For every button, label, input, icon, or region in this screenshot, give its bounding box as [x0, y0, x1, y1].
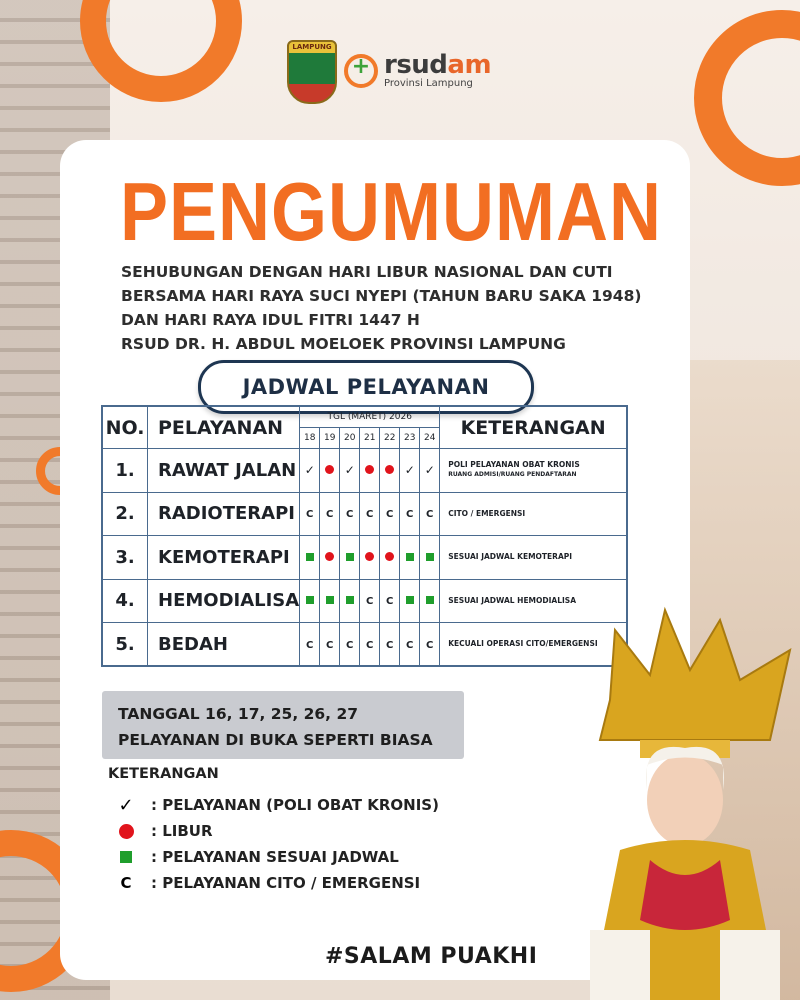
header-day: 23 [400, 428, 420, 449]
check-icon: ✓ [424, 463, 435, 478]
hashtag: #SALAM PUAKHI [325, 944, 538, 969]
green-square-icon [306, 596, 314, 604]
row-note [440, 536, 627, 580]
header-day: 21 [360, 428, 380, 449]
day-status-cell [320, 449, 340, 493]
header-day: 22 [380, 428, 400, 449]
day-status-cell [300, 536, 320, 580]
header-no: NO. [102, 406, 148, 449]
day-status-cell [320, 623, 340, 667]
cito-c-icon: C [386, 639, 394, 651]
check-icon: ✓ [304, 463, 315, 478]
cito-c-icon: C [426, 509, 434, 521]
day-status-cell [400, 449, 420, 493]
green-square-icon [346, 596, 354, 604]
row-number: 5. [102, 623, 148, 667]
header-note: KETERANGAN [440, 406, 627, 449]
row-number: 3. [102, 536, 148, 580]
legend-text: : PELAYANAN (POLI OBAT KRONIS) [151, 796, 439, 814]
day-status-cell [320, 536, 340, 580]
cito-c-icon: C [306, 639, 314, 651]
red-dot-icon [385, 465, 394, 474]
lampung-province-logo [287, 40, 337, 104]
day-status-cell [420, 449, 440, 493]
green-square-icon [120, 851, 132, 863]
legend-text: : LIBUR [151, 822, 213, 840]
cito-c-icon: C [386, 596, 394, 608]
legend-text: : PELAYANAN CITO / EMERGENSI [151, 874, 421, 892]
open-days-dates: TANGGAL 16, 17, 25, 26, 27 [118, 705, 359, 723]
day-status-cell [300, 449, 320, 493]
green-square-icon [406, 553, 414, 561]
row-service: RAWAT JALAN [148, 449, 300, 493]
cito-c-icon: C [366, 639, 374, 651]
legend-item [101, 792, 439, 818]
cito-c-icon: C [406, 509, 414, 521]
table-row [102, 536, 627, 580]
legend-item [101, 870, 439, 896]
rsud-name: rsudam [384, 50, 492, 80]
day-status-cell [400, 623, 420, 667]
row-number: 2. [102, 492, 148, 536]
day-status-cell [340, 449, 360, 493]
table-row [102, 492, 627, 536]
intro-line: RSUD DR. H. ABDUL MOELOEK PROVINSI LAMPUNG [121, 335, 566, 353]
cito-c-icon: C [366, 509, 374, 521]
dancer-illustration [570, 590, 800, 1000]
table-row [102, 449, 627, 493]
legend [101, 792, 439, 896]
legend-text: : PELAYANAN SESUAI JADWAL [151, 848, 399, 866]
cito-c-icon: C [326, 509, 334, 521]
header-date: TGL (MARET) 2026 [300, 406, 440, 428]
cito-c-icon: C [426, 639, 434, 651]
day-status-cell [300, 623, 320, 667]
green-square-icon [406, 596, 414, 604]
red-dot-icon [365, 552, 374, 561]
schedule-table [101, 405, 628, 667]
check-icon: ✓ [344, 463, 355, 478]
row-note [440, 492, 627, 536]
rsud-cross-icon [344, 54, 378, 88]
announcement-intro [121, 260, 641, 356]
day-status-cell [400, 536, 420, 580]
check-icon: ✓ [118, 794, 134, 816]
day-status-cell [420, 492, 440, 536]
day-status-cell [360, 449, 380, 493]
day-status-cell [380, 579, 400, 623]
row-note-text: KECUALI OPERASI CITO/EMERGENSI [448, 639, 598, 648]
green-square-icon [426, 553, 434, 561]
row-service: RADIOTERAPI [148, 492, 300, 536]
day-status-cell [300, 579, 320, 623]
day-status-cell [320, 579, 340, 623]
day-status-cell [400, 492, 420, 536]
day-status-cell [340, 579, 360, 623]
header-day: 24 [420, 428, 440, 449]
header-day: 18 [300, 428, 320, 449]
cito-c-icon: C [406, 639, 414, 651]
cito-c-icon: C [326, 639, 334, 651]
day-status-cell [360, 579, 380, 623]
legend-title: KETERANGAN [108, 766, 219, 782]
red-dot-icon [365, 465, 374, 474]
red-dot-icon [325, 552, 334, 561]
row-note-text: SESUAI JADWAL KEMOTERAPI [448, 552, 573, 562]
legend-item [101, 818, 439, 844]
day-status-cell [380, 449, 400, 493]
cito-c-icon: C [386, 509, 394, 521]
red-dot-icon [119, 824, 134, 839]
row-number: 1. [102, 449, 148, 493]
day-status-cell [380, 536, 400, 580]
day-status-cell [420, 623, 440, 667]
cito-c-icon: C [366, 596, 374, 608]
rsud-subtitle: Provinsi Lampung [384, 78, 473, 89]
page-title: PENGUMUMAN [120, 166, 662, 259]
open-days-text: PELAYANAN DI BUKA SEPERTI BIASA [118, 731, 433, 749]
green-square-icon [326, 596, 334, 604]
row-number: 4. [102, 579, 148, 623]
day-status-cell [420, 579, 440, 623]
day-status-cell [360, 536, 380, 580]
day-status-cell [300, 492, 320, 536]
red-dot-icon [325, 465, 334, 474]
day-status-cell [420, 536, 440, 580]
green-square-icon [426, 596, 434, 604]
cito-c-icon: C [120, 874, 132, 892]
rsudam-logo [344, 52, 491, 89]
intro-line: DAN HARI RAYA IDUL FITRI 1447 H [121, 311, 420, 329]
day-status-cell [400, 579, 420, 623]
row-service: HEMODIALISA [148, 579, 300, 623]
green-square-icon [346, 553, 354, 561]
header-day: 20 [340, 428, 360, 449]
table-row [102, 623, 627, 667]
header-service: PELAYANAN [148, 406, 300, 449]
row-note-subtext: RUANG ADMISI/RUANG PENDAFTARAN [448, 471, 577, 479]
cito-c-icon: C [346, 509, 354, 521]
day-status-cell [380, 492, 400, 536]
row-service: KEMOTERAPI [148, 536, 300, 580]
day-status-cell [340, 492, 360, 536]
day-status-cell [340, 536, 360, 580]
row-note-text: CITO / EMERGENSI [448, 508, 526, 518]
day-status-cell [380, 623, 400, 667]
row-note [440, 449, 627, 493]
day-status-cell [320, 492, 340, 536]
red-dot-icon [385, 552, 394, 561]
intro-line: BERSAMA HARI RAYA SUCI NYEPI (TAHUN BARU SAKA 1948) [121, 287, 642, 305]
decor-ring [694, 10, 800, 186]
row-service: BEDAH [148, 623, 300, 667]
day-status-cell [360, 492, 380, 536]
open-days-banner [102, 691, 464, 759]
row-note-text: SESUAI JADWAL HEMODIALISA [448, 595, 576, 605]
cito-c-icon: C [306, 509, 314, 521]
schedule-heading: JADWAL PELAYANAN [198, 360, 534, 414]
check-icon: ✓ [404, 463, 415, 478]
row-note-text: POLI PELAYANAN OBAT KRONIS [448, 460, 580, 470]
legend-item [101, 844, 439, 870]
lampung-logo-text: LAMPUNG [292, 43, 332, 51]
header-day: 19 [320, 428, 340, 449]
day-status-cell [340, 623, 360, 667]
intro-line: SEHUBUNGAN DENGAN HARI LIBUR NASIONAL DAN CUTI [121, 263, 613, 281]
green-square-icon [306, 553, 314, 561]
cito-c-icon: C [346, 639, 354, 651]
day-status-cell [360, 623, 380, 667]
table-row [102, 579, 627, 623]
